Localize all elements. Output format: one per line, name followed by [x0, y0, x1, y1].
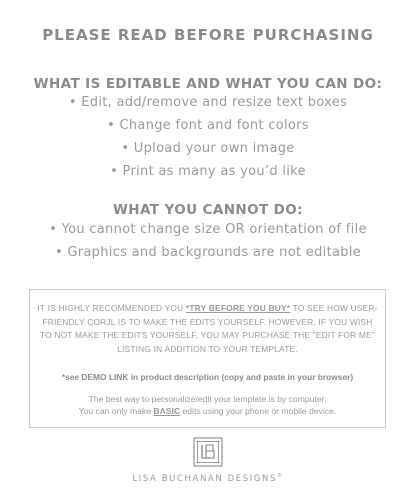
not-editable-item: • You cannot change size OR orientation of file	[49, 222, 367, 237]
lb-monogram-logo-icon	[193, 437, 223, 467]
brand-text: LISA BUCHANAN DESIGNS	[132, 473, 277, 484]
notice-paragraph	[36, 302, 379, 356]
editable-item: • Edit, add/remove and resize text boxes	[68, 95, 348, 110]
notice-text: IT IS HIGHLY RECOMMENDED YOU	[37, 303, 186, 313]
device-note-text: edits using your phone or mobile device.	[180, 405, 337, 416]
notice-text: TO SEE HOW USER-FRIENDLY CORJL IS TO MAKE THE EDITS YOURSELF. HOWEVER, IF YOU WISH TO NOT MAKE THE EDITS YOURSELF, YOU MAY PURCHASE THE "EDIT FOR ME" LISTING IN ADDITION TO YOUR TEMPLATE.	[39, 303, 378, 354]
device-note	[36, 394, 379, 417]
not-editable-item: • Graphics and backgrounds are not editable	[55, 245, 361, 260]
try-before-you-buy-link[interactable]: *TRY BEFORE YOU BUY*	[185, 303, 291, 313]
not-editable-heading: WHAT YOU CANNOT DO:	[113, 202, 303, 218]
notice-box	[29, 289, 386, 428]
editable-item: • Change font and font colors	[107, 118, 309, 133]
editable-item: • Upload your own image	[121, 141, 295, 156]
editable-heading: WHAT IS EDITABLE AND WHAT YOU CAN DO:	[33, 76, 383, 92]
editable-item: • Print as many as you’d like	[110, 164, 306, 179]
page-title: PLEASE READ BEFORE PURCHASING	[42, 26, 374, 44]
basic-label: BASIC	[153, 405, 181, 416]
brand-name	[0, 473, 416, 484]
device-note-line-1: The best way to personalize/edit your template is by computer.	[88, 394, 327, 404]
brand-trademark: ®	[276, 473, 284, 479]
device-note-text: You can only make	[78, 405, 154, 416]
demo-link-note: *see DEMO LINK in product description (copy and paste in your browser)	[61, 372, 354, 382]
